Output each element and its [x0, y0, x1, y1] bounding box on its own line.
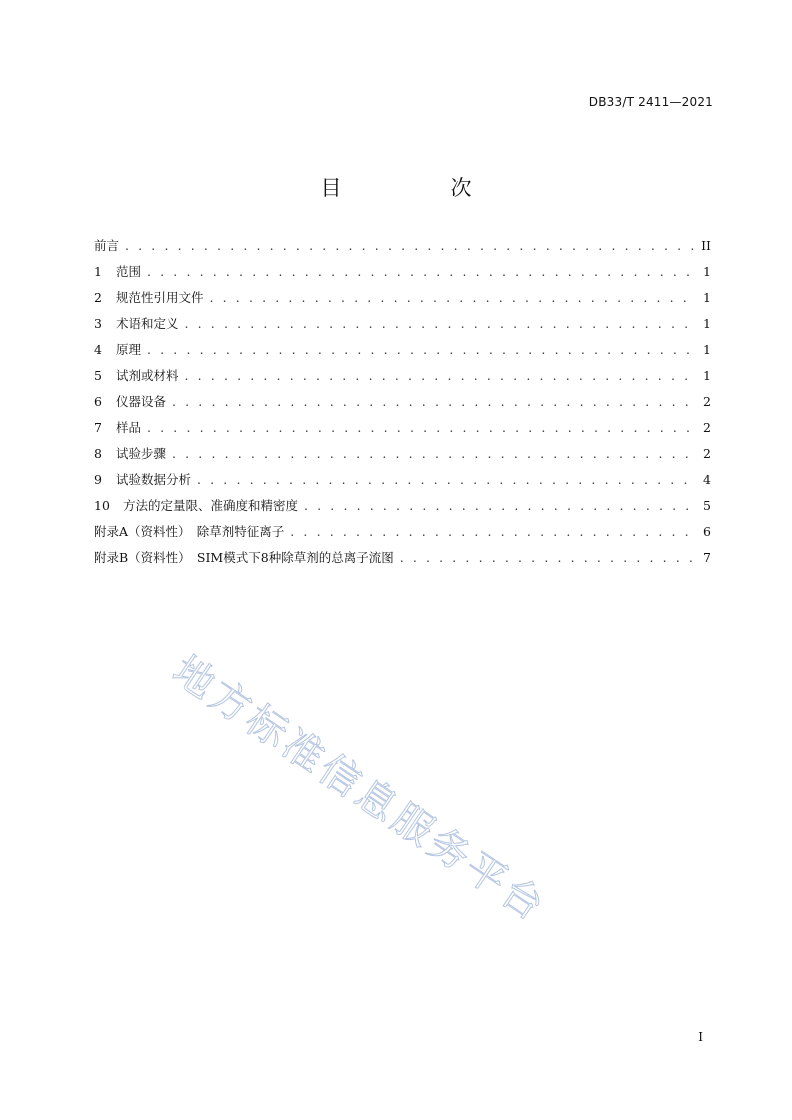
toc-entry-number: 4: [94, 342, 102, 357]
toc-entry-test-procedure[interactable]: [94, 444, 711, 470]
toc-entry-label: 附录A（资料性） 除草剂特征离子: [94, 524, 285, 539]
toc-entry-normative-references[interactable]: [94, 288, 711, 314]
toc-entry-page: 1: [703, 264, 711, 279]
toc-entry-label: 原理: [116, 342, 142, 357]
toc-entry-label: 试验数据分析: [116, 472, 192, 487]
toc-leader: [172, 446, 695, 461]
table-of-contents: [94, 236, 711, 574]
toc-entry-number: 7: [94, 420, 102, 435]
toc-entry-foreword[interactable]: [94, 236, 711, 262]
toc-leader: [172, 394, 695, 409]
toc-entry-label: 术语和定义: [116, 316, 179, 331]
toc-entry-number: 5: [94, 368, 102, 383]
toc-entry-number: 9: [94, 472, 102, 487]
toc-entry-page: 2: [703, 446, 711, 461]
toc-entry-page: 6: [703, 524, 711, 539]
toc-entry-page: 1: [703, 368, 711, 383]
toc-entry-terms-definitions[interactable]: [94, 314, 711, 340]
toc-entry-label: 试验步骤: [116, 446, 167, 461]
watermark: 地方标准信息服务平台: [164, 647, 555, 932]
toc-entry-number: 2: [94, 290, 102, 305]
toc-entry-reagents[interactable]: [94, 366, 711, 392]
toc-leader: [147, 420, 695, 435]
toc-entry-page: 2: [703, 420, 711, 435]
toc-entry-annex-b[interactable]: [94, 548, 711, 574]
toc-entry-samples[interactable]: [94, 418, 711, 444]
toc-entry-page: 2: [703, 394, 711, 409]
toc-entry-page: 7: [703, 550, 711, 565]
toc-entry-label: 方法的定量限、准确度和精密度: [123, 498, 299, 513]
toc-entry-number: 8: [94, 446, 102, 461]
toc-entry-label: 试剂或材料: [116, 368, 179, 383]
toc-leader: [290, 524, 695, 539]
toc-entry-page: 1: [703, 342, 711, 357]
toc-leader: [210, 290, 695, 305]
toc-entry-label: 样品: [116, 420, 142, 435]
toc-leader: [197, 472, 695, 487]
toc-entry-page: 4: [703, 472, 711, 487]
toc-entry-page: 5: [703, 498, 711, 513]
toc-entry-number: 6: [94, 394, 102, 409]
toc-entry-label: 范围: [116, 264, 142, 279]
toc-entry-number: 3: [94, 316, 102, 331]
toc-entry-label: 附录B（资料性） SIM模式下8种除草剂的总离子流图: [94, 550, 394, 565]
page-title: 目 次: [320, 176, 516, 200]
page-number: I: [698, 1030, 703, 1044]
toc-leader: [185, 368, 695, 383]
toc-entry-page: 1: [703, 290, 711, 305]
toc-leader: [125, 238, 695, 253]
toc-entry-data-analysis[interactable]: [94, 470, 711, 496]
toc-entry-principle[interactable]: [94, 340, 711, 366]
toc-entry-label: 规范性引用文件: [116, 290, 204, 305]
toc-entry-method-limits[interactable]: [94, 496, 711, 522]
toc-entry-number: 1: [94, 264, 102, 279]
toc-leader: [147, 264, 695, 279]
toc-entry-label: 前言: [94, 238, 120, 253]
toc-leader: [147, 342, 695, 357]
toc-entry-page: II: [701, 238, 711, 253]
toc-entry-annex-a[interactable]: [94, 522, 711, 548]
toc-leader: [304, 498, 695, 513]
toc-entry-page: 1: [703, 316, 711, 331]
toc-leader: [400, 550, 695, 565]
toc-entry-label: 仪器设备: [116, 394, 167, 409]
toc-entry-apparatus[interactable]: [94, 392, 711, 418]
toc-leader: [185, 316, 695, 331]
toc-entry-number: 10: [94, 498, 110, 513]
standard-code: DB33/T 2411—2021: [588, 95, 713, 109]
toc-entry-scope[interactable]: [94, 262, 711, 288]
